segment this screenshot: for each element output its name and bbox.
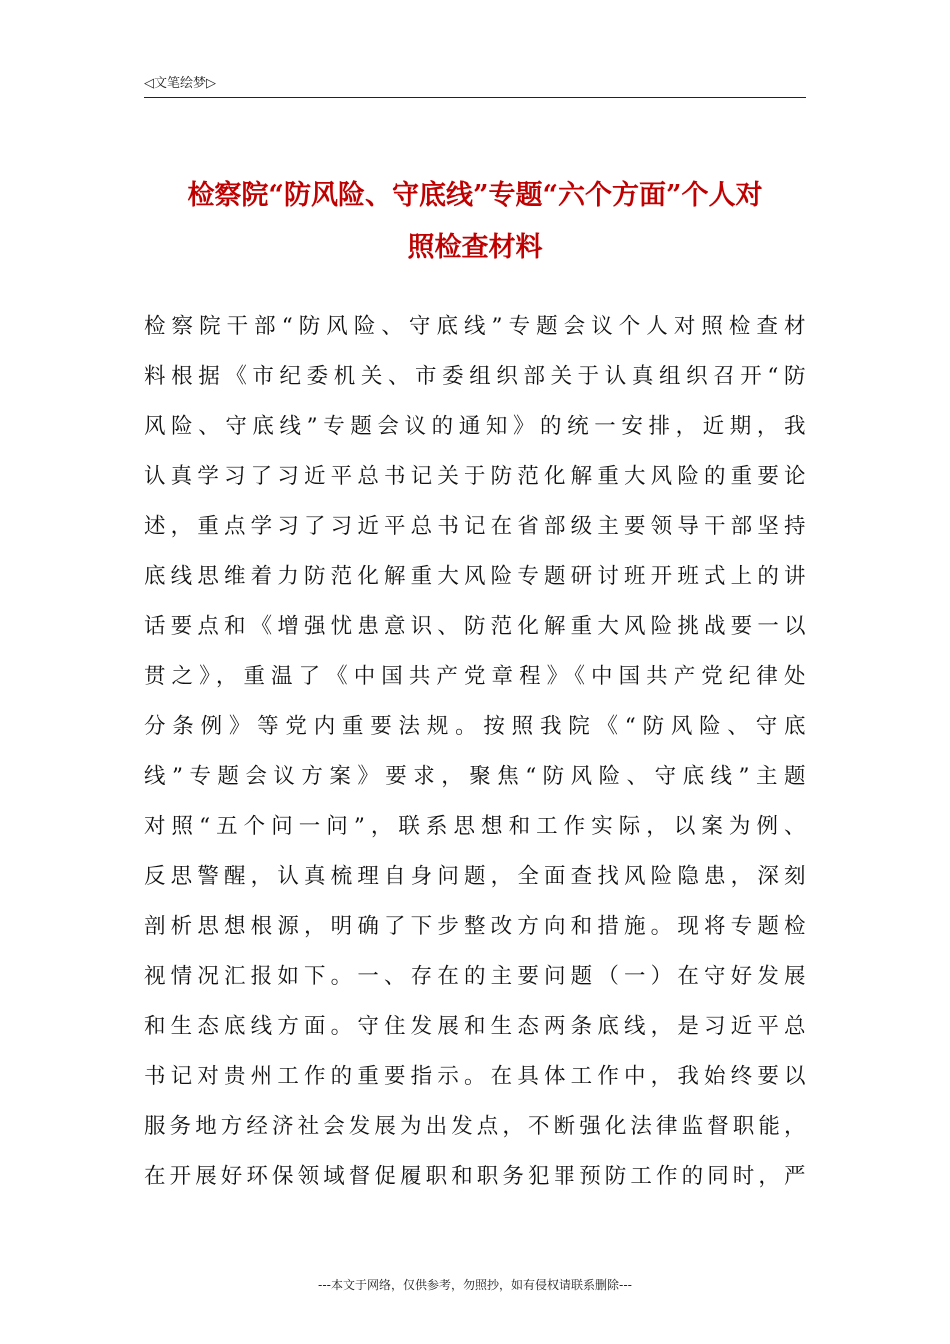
body-line: 话要点和《增强忧患意识、防范化解重大风险挑战要一以 [144,614,806,639]
document-title [144,170,806,274]
page-header [144,74,806,98]
document-body [144,302,806,1202]
page-footer-disclaimer: ---本文于网络，仅供参考，勿照抄，如有侵权请联系删除--- [318,1278,632,1292]
body-line: 剖析思想根源，明确了下步整改方向和措施。现将专题检 [144,914,806,939]
body-line: 视情况汇报如下。一、存在的主要问题（一）在守好发展 [144,964,806,989]
body-line: 对照“五个问一问”，联系思想和工作实际，以案为例、 [144,814,806,839]
title-line-1: 检察院“防风险、守底线”专题“六个方面”个人对 [187,180,763,211]
title-line-2: 照检查材料 [407,232,543,263]
body-line: 底线思维着力防范化解重大风险专题研讨班开班式上的讲 [144,564,806,589]
body-line: 料根据《市纪委机关、市委组织部关于认真组织召开“防 [144,364,806,389]
body-line: 检察院干部“防风险、守底线”专题会议个人对照检查材 [144,314,806,339]
body-line: 分条例》等党内重要法规。按照我院《“防风险、守底 [144,714,806,739]
body-line: 述，重点学习了习近平总书记在省部级主要领导干部坚持 [144,514,806,539]
header-divider [144,97,806,98]
body-line: 反思警醒，认真梳理自身问题，全面查找风险隐患，深刻 [144,864,806,889]
body-line: 贯之》，重温了《中国共产党章程》《中国共产党纪律处 [144,664,806,689]
body-line: 认真学习了习近平总书记关于防范化解重大风险的重要论 [144,464,806,489]
body-line: 书记对贵州工作的重要指示。在具体工作中，我始终要以 [144,1064,806,1089]
body-line: 服务地方经济社会发展为出发点，不断强化法律监督职能， [144,1114,806,1139]
body-line: 在开展好环保领域督促履职和职务犯罪预防工作的同时，严 [144,1164,806,1189]
body-line: 风险、守底线”专题会议的通知》的统一安排，近期，我 [144,414,806,439]
header-brand-text: ◁文笔绘梦▷ [144,76,216,91]
body-line: 线”专题会议方案》要求，聚焦“防风险、守底线”主题 [144,764,806,789]
body-line: 和生态底线方面。守住发展和生态两条底线，是习近平总 [144,1014,806,1039]
